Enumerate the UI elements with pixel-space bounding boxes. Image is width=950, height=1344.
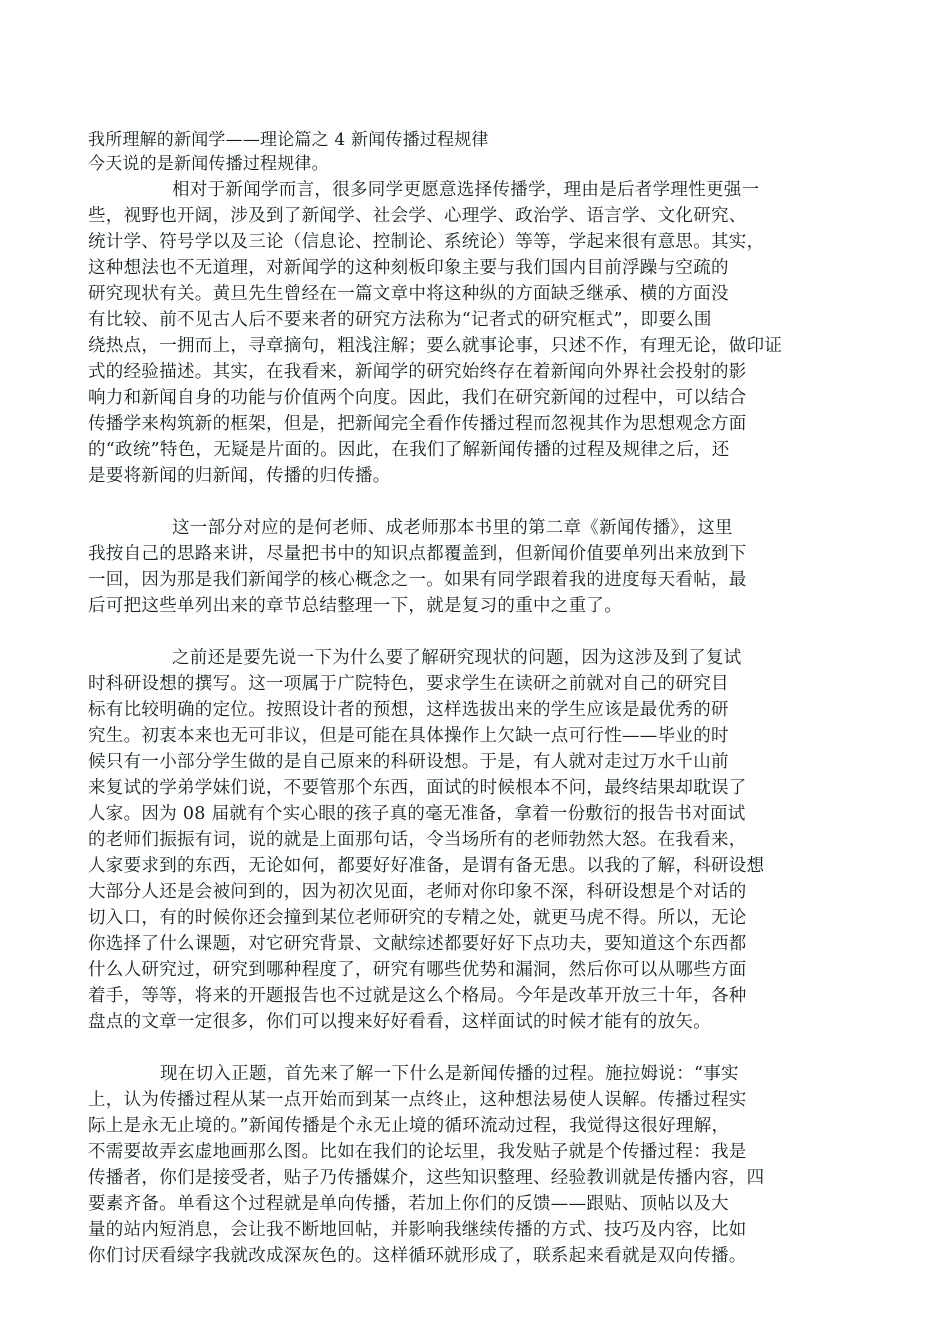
paragraph-line: 这一部分对应的是何老师、成老师那本书里的第二章《新闻传播》，这里 xyxy=(172,518,733,538)
intro-line: 今天说的是新闻传播过程规律。 xyxy=(88,154,329,174)
paragraph-line: 是要将新闻的归新闻，传播的归传播。 xyxy=(88,466,391,486)
paragraph-line: 你们讨厌看绿字我就改成深灰色的。这样循环就形成了，联系起来看就是双向传播。 xyxy=(88,1246,747,1266)
paragraph-4 xyxy=(88,1061,874,1269)
paragraph-line: 现在切入正题，首先来了解一下什么是新闻传播的过程。施拉姆说：“事实 xyxy=(160,1064,739,1084)
paragraph-line: 的老师们振振有词，说的就是上面那句话，令当场所有的老师勃然大怒。在我看来， xyxy=(88,830,747,850)
paragraph-line: 究生。初衷本来也无可非议，但是可能在具体操作上欠缺一点可行性——毕业的时 xyxy=(88,726,729,746)
paragraph-line: 什么人研究过，研究到哪种程度了，研究有哪些优势和漏洞，然后你可以从哪些方面 xyxy=(88,960,747,980)
paragraph-line: 大部分人还是会被问到的，因为初次见面，老师对你印象不深，科研设想是个对话的 xyxy=(88,882,747,902)
paragraph-line: 来复试的学弟学妹们说，不要管那个东西，面试的时候根本不问，最终结果却耽误了 xyxy=(88,778,747,798)
paragraph-line: 标有比较明确的定位。按照设计者的预想，这样选拔出来的学生应该是最优秀的研 xyxy=(88,700,729,720)
paragraph-line: 我按自己的思路来讲，尽量把书中的知识点都覆盖到，但新闻价值要单列出来放到下 xyxy=(88,544,747,564)
paragraph-line: 上，认为传播过程从某一点开始而到某一点终止，这种想法易使人误解。传播过程实 xyxy=(88,1090,747,1110)
paragraph-line: 际上是永无止境的。”新闻传播是个永无止境的循环流动过程，我觉得这很好理解， xyxy=(88,1116,730,1136)
paragraph-line: 人家。因为 08 届就有个实心眼的孩子真的毫无准备，拿着一份敷衍的报告书对面试 xyxy=(88,804,746,824)
paragraph-line: 的“政统”特色，无疑是片面的。因此，在我们了解新闻传播的过程及规律之后，还 xyxy=(88,440,730,460)
paragraph-line: 有比较、前不见古人后不要来者的研究方法称为“记者式的研究框式”，即要么围 xyxy=(88,310,712,330)
paragraph-line: 统计学、符号学以及三论（信息论、控制论、系统论）等等，学起来很有意思。其实， xyxy=(88,232,765,252)
paragraph-line: 盘点的文章一定很多，你们可以搜来好好看看，这样面试的时候才能有的放矢。 xyxy=(88,1012,711,1032)
paragraph-3 xyxy=(88,645,874,1035)
paragraph-line: 传播学来构筑新的框架，但是，把新闻完全看作传播过程而忽视其作为思想观念方面 xyxy=(88,414,747,434)
paragraph-line: 着手，等等，将来的开题报告也不过就是这么个格局。今年是改革开放三十年，各种 xyxy=(88,986,747,1006)
paragraph-line: 候只有一小部分学生做的是自己原来的科研设想。于是，有人就对走过万水千山前 xyxy=(88,752,729,772)
paragraph-line: 式的经验描述。其实，在我看来，新闻学的研究始终存在着新闻向外界社会投射的影 xyxy=(88,362,747,382)
paragraph-line: 绕热点，一拥而上，寻章摘句，粗浅注解；要么就事论事，只述不作，有理无论，做印证 xyxy=(88,336,783,356)
document-page xyxy=(88,128,874,1269)
paragraph-line: 切入口，有的时候你还会撞到某位老师研究的专精之处，就更马虎不得。所以，无论 xyxy=(88,908,747,928)
paragraph-line: 研究现状有关。黄旦先生曾经在一篇文章中将这种纵的方面缺乏继承、横的方面没 xyxy=(88,284,729,304)
paragraph-line: 后可把这些单列出来的章节总结整理一下，就是复习的重中之重了。 xyxy=(88,596,622,616)
paragraph-2 xyxy=(88,515,874,619)
paragraph-1 xyxy=(88,177,874,489)
paragraph-line: 时科研设想的撰写。这一项属于广院特色，要求学生在读研之前就对自己的研究目 xyxy=(88,674,729,694)
paragraph-line: 一回，因为那是我们新闻学的核心概念之一。如果有同学跟着我的进度每天看帖，最 xyxy=(88,570,747,590)
paragraph-line: 些，视野也开阔，涉及到了新闻学、社会学、心理学、政治学、语言学、文化研究、 xyxy=(88,206,747,226)
paragraph-line: 要素齐备。单看这个过程就是单向传播，若加上你们的反馈——跟贴、顶帖以及大 xyxy=(88,1194,729,1214)
paragraph-line: 相对于新闻学而言，很多同学更愿意选择传播学，理由是后者学理性更强一 xyxy=(172,180,760,200)
paragraph-line: 不需要故弄玄虚地画那么图。比如在我们的论坛里，我发贴子就是个传播过程：我是 xyxy=(88,1142,747,1162)
paragraph-line: 之前还是要先说一下为什么要了解研究现状的问题，因为这涉及到了复试 xyxy=(172,648,742,668)
document-title: 我所理解的新闻学——理论篇之 4 新闻传播过程规律 xyxy=(88,130,489,150)
paragraph-line: 量的站内短消息，会让我不断地回帖，并影响我继续传播的方式、技巧及内容，比如 xyxy=(88,1220,747,1240)
paragraph-line: 传播者，你们是接受者，贴子乃传播媒介，这些知识整理、经验教训就是传播内容，四 xyxy=(88,1168,765,1188)
paragraph-line: 你选择了什么课题，对它研究背景、文献综述都要好好下点功夫，要知道这个东西都 xyxy=(88,934,747,954)
paragraph-line: 响力和新闻自身的功能与价值两个向度。因此，我们在研究新闻的过程中，可以结合 xyxy=(88,388,747,408)
paragraph-line: 人家要求到的东西，无论如何，都要好好准备，是谓有备无患。以我的了解，科研设想 xyxy=(88,856,765,876)
paragraph-line: 这种想法也不无道理，对新闻学的这种刻板印象主要与我们国内目前浮躁与空疏的 xyxy=(88,258,729,278)
